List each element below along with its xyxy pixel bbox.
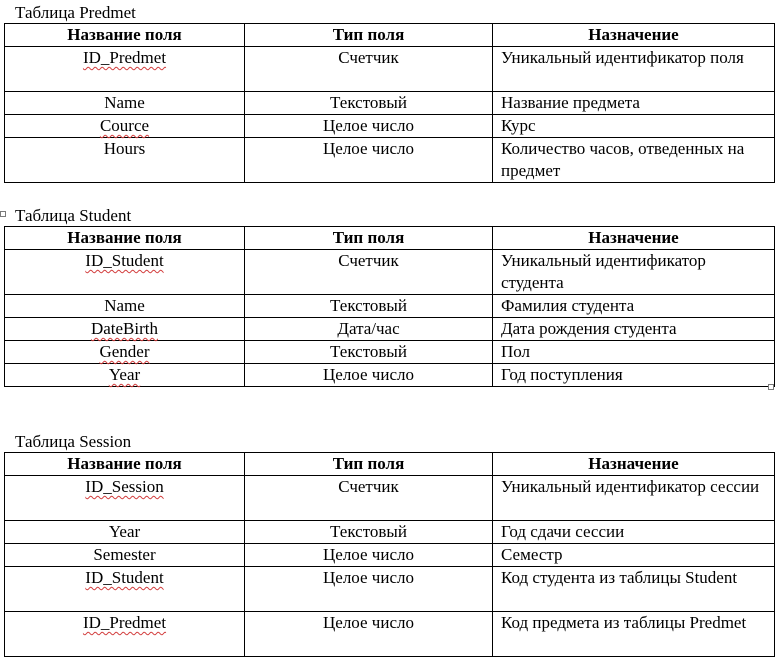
field-name-cell: ID_Predmet: [5, 612, 245, 657]
field-purpose-cell: Название предмета: [493, 92, 775, 115]
table-row: [5, 544, 775, 567]
field-purpose-cell: Уникальный идентификатор студента: [493, 250, 775, 295]
field-name-cell: ID_Session: [5, 476, 245, 521]
field-name-cell: DateBirth: [5, 318, 245, 341]
field-name-cell: Name: [5, 92, 245, 115]
header-field-name: Название поля: [5, 227, 245, 250]
field-type-cell: Целое число: [245, 115, 493, 138]
field-purpose-cell: Уникальный идентификатор сессии: [493, 476, 775, 521]
header-field-type: Тип поля: [245, 24, 493, 47]
field-type-cell: Целое число: [245, 544, 493, 567]
table-row: [5, 567, 775, 612]
field-purpose-cell: Семестр: [493, 544, 775, 567]
field-type-cell: Целое число: [245, 567, 493, 612]
table-resize-handle[interactable]: [768, 384, 774, 390]
header-purpose: Назначение: [493, 227, 775, 250]
field-type-cell: Счетчик: [245, 476, 493, 521]
field-type-cell: Целое число: [245, 138, 493, 183]
caption-prefix: Таблица: [15, 3, 75, 22]
caption-prefix: Таблица: [15, 432, 75, 451]
field-purpose-cell: Уникальный идентификатор поля: [493, 47, 775, 92]
table-header-row: [5, 453, 775, 476]
field-type-cell: Целое число: [245, 364, 493, 387]
caption-name: Student: [79, 206, 132, 225]
header-field-type: Тип поля: [245, 227, 493, 250]
table-header-row: [5, 227, 775, 250]
field-name-cell: ID_Predmet: [5, 47, 245, 92]
field-name-cell: Year: [5, 364, 245, 387]
table-student: [4, 226, 775, 387]
field-name-cell: Cource: [5, 115, 245, 138]
field-type-cell: Целое число: [245, 612, 493, 657]
field-purpose-cell: Пол: [493, 341, 775, 364]
table-predmet: [4, 23, 775, 183]
table-row: [5, 318, 775, 341]
field-type-cell: Счетчик: [245, 47, 493, 92]
field-purpose-cell: Количество часов, отведенных на предмет: [493, 138, 775, 183]
field-type-cell: Дата/час: [245, 318, 493, 341]
table-row: [5, 47, 775, 92]
field-purpose-cell: Год поступления: [493, 364, 775, 387]
table-move-handle[interactable]: [0, 211, 6, 217]
caption-name: Predmet: [79, 3, 136, 22]
table-row: [5, 115, 775, 138]
caption-name: Session: [79, 432, 132, 451]
field-name-cell: Gender: [5, 341, 245, 364]
field-type-cell: Текстовый: [245, 341, 493, 364]
field-name-cell: Hours: [5, 138, 245, 183]
field-type-cell: Текстовый: [245, 295, 493, 318]
table-session: [4, 452, 775, 657]
table-row: [5, 250, 775, 295]
table-row: [5, 341, 775, 364]
header-purpose: Назначение: [493, 24, 775, 47]
field-name-cell: Semester: [5, 544, 245, 567]
table-row: [5, 364, 775, 387]
table-row: [5, 138, 775, 183]
field-name-cell: ID_Student: [5, 250, 245, 295]
caption-prefix: Таблица: [15, 206, 75, 225]
field-purpose-cell: Код студента из таблицы Student: [493, 567, 775, 612]
table-session-caption: [15, 432, 131, 452]
table-row: [5, 612, 775, 657]
field-name-cell: Year: [5, 521, 245, 544]
table-row: [5, 295, 775, 318]
field-type-cell: Текстовый: [245, 521, 493, 544]
field-purpose-cell: Код предмета из таблицы Predmet: [493, 612, 775, 657]
field-purpose-cell: Фамилия студента: [493, 295, 775, 318]
header-field-name: Название поля: [5, 453, 245, 476]
field-type-cell: Счетчик: [245, 250, 493, 295]
table-header-row: [5, 24, 775, 47]
table-predmet-caption: [15, 3, 136, 23]
field-purpose-cell: Курс: [493, 115, 775, 138]
field-type-cell: Текстовый: [245, 92, 493, 115]
field-purpose-cell: Дата рождения студента: [493, 318, 775, 341]
field-name-cell: Name: [5, 295, 245, 318]
table-row: [5, 476, 775, 521]
field-name-cell: ID_Student: [5, 567, 245, 612]
header-field-name: Название поля: [5, 24, 245, 47]
header-field-type: Тип поля: [245, 453, 493, 476]
table-row: [5, 521, 775, 544]
table-student-caption: [15, 206, 131, 226]
header-purpose: Назначение: [493, 453, 775, 476]
field-purpose-cell: Год сдачи сессии: [493, 521, 775, 544]
table-row: [5, 92, 775, 115]
